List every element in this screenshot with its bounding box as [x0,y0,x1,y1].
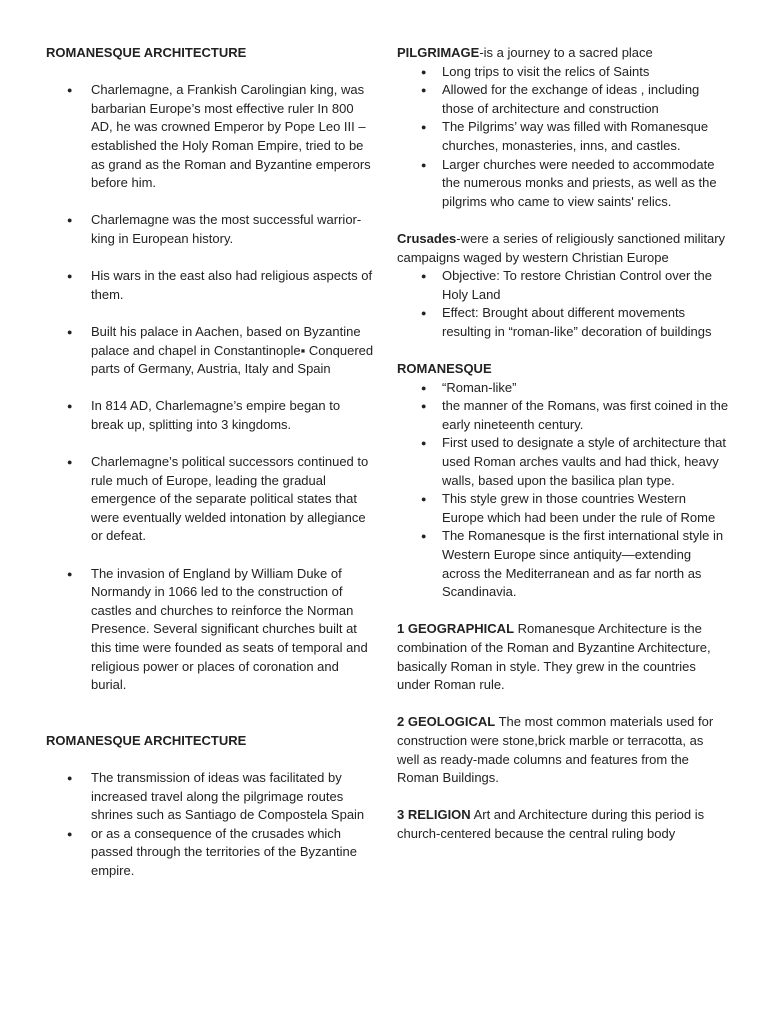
list-item: ● The invasion of England by William Duke of Normandy in 1066 led to the construction of castles and churches to reinforce the Norman Presence. Several significant churches built at this time were founded as seats of temporal and religious power or places of coronation and burial. [46,565,376,695]
list-item: ● or as a consequence of the crusades which passed through the territories of the Byzantine empire. [46,825,376,881]
factor-label: 1 GEOGRAPHICAL [397,621,515,637]
left-column [46,44,376,881]
pilgrimage-list [397,63,729,212]
section-heading: ROMANESQUE ARCHITECTURE [46,732,247,748]
list-item: ● Effect: Brought about different movements resulting in “roman-like” decoration of buildings [397,304,729,341]
factor-paragraph [397,620,729,694]
list-item: ● Objective: To restore Christian Control over the Holy Land [397,267,729,304]
factor-text: The most common materials used for construction were stone,brick marble or terracotta, as well as ready-made columns and features from the Roman Buildings. [397,714,714,786]
definition: -were a series of religiously sanctioned military campaigns waged by western Christian Europe [397,230,726,265]
crusades-definition [397,230,729,267]
crusades-list [397,267,729,341]
list-item: ● His wars in the east also had religious aspects of them. [46,267,376,304]
list-item: ● “Roman-like” [397,379,729,398]
list-item: ● First used to designate a style of architecture that used Roman arches vaults and had thick, heavy walls, based upon the basilica plan type. [397,434,729,490]
factor-text: Art and Architecture during this period is church-centered because the central ruling body [397,807,705,841]
right-column [397,44,729,844]
factor-label: 2 GEOLOGICAL [397,714,496,730]
factor-paragraph [397,806,729,843]
factor-label: 3 RELIGION [397,807,471,823]
section-heading: ROMANESQUE ARCHITECTURE [46,45,247,60]
list-item: ● The transmission of ideas was facilitated by increased travel along the pilgrimage routes shrines such as Santiago de Compostela Spain [46,769,376,825]
list-item: ● Long trips to visit the relics of Saints [397,63,729,82]
transmission-list [46,769,376,881]
factor-text: Romanesque Architecture is the combination of the Roman and Byzantine Architecture, basically Roman in style. They grew in the countries under Roman rule. [397,621,711,693]
term: PILGRIMAGE [397,45,480,60]
list-item: ● Allowed for the exchange of ideas , including those of architecture and construction [397,81,729,118]
list-item: ● The Romanesque is the first international style in Western Europe since antiquity—extending across the Mediterranean and as far north as Scandinavia. [397,527,729,601]
list-item: ● In 814 AD, Charlemagne’s empire began to break up, splitting into 3 kingdoms. [46,397,376,434]
definition: -is a journey to a sacred place [479,45,653,60]
list-item: ● Charlemagne, a Frankish Carolingian king, was barbarian Europe’s most effective ruler In 800 AD, he was crowned Emperor by Pope Leo III – established the Holy Roman Empire, tried to be as grand as the Roman and Byzantine emperors before him. [46,81,376,193]
charlemagne-list [46,81,376,695]
list-item: ● This style grew in those countries Western Europe which had been under the rule of Rome [397,490,729,527]
list-item: ● Built his palace in Aachen, based on Byzantine palace and chapel in Constantinople▪ Conquered parts of Germany, Austria, Italy and Spain [46,323,376,379]
list-item: ● Charlemagne’s political successors continued to rule much of Europe, leading the gradual emergence of the separate political states that were eventually welded intonation by allegiance or defeat. [46,453,376,546]
romanesque-list [397,379,729,602]
factor-paragraph [397,713,729,787]
pilgrimage-definition [397,44,729,63]
list-item: ● The Pilgrims’ way was filled with Romanesque churches, monasteries, inns, and castles. [397,118,729,155]
section-heading: ROMANESQUE [397,361,492,377]
list-item: ● the manner of the Romans, was first coined in the early nineteenth century. [397,397,729,434]
list-item: ● Charlemagne was the most successful warrior-king in European history. [46,211,376,248]
list-item: ● Larger churches were needed to accommodate the numerous monks and priests, as well as the pilgrims who came to view saints' relics. [397,156,729,212]
term: Crusades [397,230,457,246]
